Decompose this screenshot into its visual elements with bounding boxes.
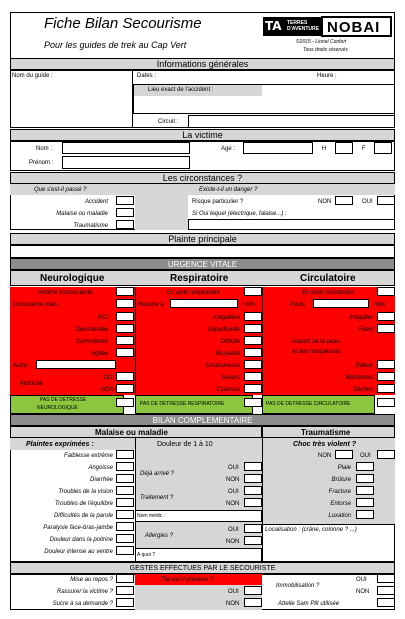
- choc-label: Choc très violent ?: [293, 441, 357, 448]
- a-quoi-label: A quoi ?: [137, 552, 156, 558]
- sucre-label: Sucre à sa demande ?: [52, 601, 113, 607]
- the-non-checkbox[interactable]: [244, 598, 262, 607]
- trauma-checkbox[interactable]: [116, 220, 134, 229]
- malaise-poitrine-checkbox[interactable]: [116, 534, 134, 543]
- malaise-item-poitrine: Douleur dans la poitrine: [49, 537, 113, 543]
- motricite-oui-checkbox[interactable]: [116, 372, 134, 381]
- immob-oui-label: OUI: [356, 577, 367, 583]
- circ-seches-checkbox[interactable]: [377, 384, 395, 393]
- circ-pouls-label: Pouls: [290, 302, 306, 308]
- neuro-motricite: Motricité: [20, 381, 43, 387]
- f-checkbox[interactable]: [374, 142, 392, 154]
- nom-medic-label: Nom médic :: [137, 513, 166, 519]
- circ-grey-spacer: [135, 195, 188, 230]
- circ-item-irregulier: Irrégulier: [349, 315, 373, 321]
- allergies-non-label: NON: [226, 539, 240, 545]
- gestes-section-title: GESTES EFFECTUES PAR LE SECOURISTE: [10, 562, 395, 574]
- heure-label: Heure :: [317, 73, 337, 79]
- circ-item-paleur: Pâleur: [355, 363, 373, 369]
- circ-arret: En arrêt circulatoire: [302, 290, 355, 296]
- resp-item-irreguliere: Irrégulière: [212, 315, 240, 321]
- nobai-logo: NOBAI: [321, 16, 392, 37]
- malaise-diarrhee-checkbox[interactable]: [116, 474, 134, 483]
- sucre-checkbox[interactable]: [116, 598, 134, 607]
- choc-non-checkbox[interactable]: [335, 450, 353, 459]
- f-label: F: [362, 146, 366, 152]
- plainte-section-title: Plainte principale: [10, 233, 395, 245]
- malaise-paralysie-checkbox[interactable]: [116, 522, 134, 531]
- choc-oui-checkbox[interactable]: [377, 450, 395, 459]
- neuro-item-desorientee: Désorientée: [75, 327, 108, 333]
- resp-respire-label: Respire à: [138, 302, 164, 308]
- rassurer-label: Rassurer la victime ?: [56, 589, 113, 595]
- circ-title: Circulatoire: [300, 273, 356, 284]
- neuro-item-agitee: Agitée: [90, 351, 108, 357]
- trauma-item-brulure: Brûlure: [331, 477, 351, 483]
- allergies-oui-checkbox[interactable]: [244, 524, 262, 533]
- malaise-item-angoisse: Angoisse: [88, 465, 113, 471]
- malaise-item-faiblesse: Faiblesse extrême: [63, 453, 113, 459]
- plainte-field[interactable]: [10, 245, 395, 258]
- neuro-consciente-checkbox[interactable]: [116, 299, 134, 308]
- circ-filant-checkbox[interactable]: [377, 324, 395, 333]
- neuro-autre-label: Autre :: [13, 363, 31, 369]
- resp-title: Respiratoire: [170, 273, 229, 284]
- malaise-vision-checkbox[interactable]: [116, 486, 134, 495]
- malaise-title: Malaise ou maladie: [95, 428, 168, 437]
- neuro-item-pci: PCI: [97, 315, 108, 321]
- malaise-checkbox[interactable]: [116, 208, 134, 217]
- neuro-autre-field[interactable]: [36, 360, 116, 369]
- circ-item-seches: Sèches: [352, 387, 373, 393]
- si-oui-label: Si Oui lequel (électrique, falaise...) :: [192, 211, 287, 217]
- allergies-non-checkbox[interactable]: [244, 536, 262, 545]
- neuro-pci-checkbox[interactable]: [116, 312, 134, 321]
- resp-arret: En arrêt respiratoire: [167, 290, 221, 296]
- neuro-ok-2: NEUROLOGIQUE: [37, 405, 78, 411]
- prenom-field[interactable]: [62, 156, 190, 169]
- trauma-title: Traumatisme: [301, 428, 351, 437]
- the-oui-checkbox[interactable]: [244, 586, 262, 595]
- resp-superficielle-checkbox[interactable]: [244, 324, 262, 333]
- malaise-label: Malaise ou maladie: [56, 211, 108, 217]
- neuro-ok-checkbox[interactable]: [116, 398, 134, 407]
- malaise-faiblesse-checkbox[interactable]: [116, 450, 134, 459]
- risque-non-checkbox[interactable]: [335, 196, 353, 205]
- trauma-item-plaie: Plaie: [337, 465, 351, 471]
- circ-section-title: Les circonstances ?: [10, 172, 395, 184]
- copyright: ©2015 - Lionel Confort: [296, 39, 347, 45]
- traitement-oui-label: OUI: [228, 489, 239, 495]
- risque-non-label: NON: [318, 199, 332, 205]
- risque-oui-label: OUI: [362, 199, 373, 205]
- resp-rate-field[interactable]: [170, 299, 238, 308]
- form-title: Fiche Bilan Secourisme: [44, 15, 202, 32]
- allergies-oui-label: OUI: [228, 527, 239, 533]
- rassurer-checkbox[interactable]: [116, 586, 134, 595]
- circ-pouls-field[interactable]: [313, 299, 369, 308]
- dates-label: Dates :: [137, 73, 157, 79]
- malaise-angoisse-checkbox[interactable]: [116, 462, 134, 471]
- info-section-title: Informations générales: [10, 58, 395, 70]
- resp-per-min: / min: [242, 302, 256, 308]
- circuit-label: Circuit :: [158, 119, 179, 125]
- si-oui-field[interactable]: [188, 219, 395, 230]
- urgence-section-title: URGENCE VITALE: [10, 258, 395, 270]
- trauma-brulure-checkbox[interactable]: [356, 474, 374, 483]
- allergies-label: Allergies ?: [145, 533, 174, 539]
- resp-cyanose-checkbox[interactable]: [244, 384, 262, 393]
- neuro-inconsciente: Victime inconsciente: [38, 290, 93, 296]
- immob-label: Immobilisation ?: [276, 583, 320, 589]
- circ-irregulier-checkbox[interactable]: [377, 312, 395, 321]
- terres-logo: TA TERRES D'AVENTURE: [263, 17, 321, 36]
- deja-oui-label: OUI: [228, 465, 239, 471]
- circ-aspect-1: Aspect de la peau: [292, 339, 341, 345]
- douleur-label: Douleur de 1 à 10: [157, 441, 213, 448]
- malaise-item-vision: Troubles de la vision: [58, 489, 113, 495]
- resp-ok-checkbox[interactable]: [244, 398, 262, 407]
- trauma-entorse-checkbox[interactable]: [356, 498, 374, 507]
- resp-item-douloureuse: Douloureuse: [205, 363, 240, 369]
- accident-label: Accident: [84, 199, 108, 205]
- lieu-field[interactable]: [133, 84, 395, 114]
- circ-per-min: /min: [374, 302, 386, 308]
- trauma-item-fracture: Fracture: [328, 489, 351, 495]
- trauma-luxation-checkbox[interactable]: [356, 510, 374, 519]
- choc-non-label: NON: [318, 453, 332, 459]
- trauma-plaie-checkbox[interactable]: [356, 462, 374, 471]
- neuro-desorientee-checkbox[interactable]: [116, 324, 134, 333]
- traitement-label: Traitement ?: [140, 495, 174, 501]
- resp-item-sueurs: Sueurs: [220, 375, 240, 381]
- malaise-equilibre-checkbox[interactable]: [116, 498, 134, 507]
- mise-repos-label: Mise au repos ?: [70, 577, 113, 583]
- risque-oui-checkbox[interactable]: [377, 196, 395, 205]
- resp-item-superficielle: Superficielle: [207, 327, 240, 333]
- deja-non-checkbox[interactable]: [244, 474, 262, 483]
- attelle-label: Attelle Sam Plit utilisée: [278, 601, 340, 607]
- q-danger: Existe-t-il un danger ?: [199, 187, 258, 193]
- motricite-oui-label: OUI: [103, 375, 114, 381]
- resp-ok-label: PAS DE DETRESSE RESPIRATOIRE: [140, 401, 225, 407]
- malaise-item-equilibre: Troubles de l'équilibre: [54, 501, 113, 507]
- form-subtitle: Pour les guides de trek au Cap Vert: [44, 40, 187, 50]
- trauma-item-luxation: Luxation: [328, 513, 351, 519]
- deja-oui-checkbox[interactable]: [244, 462, 262, 471]
- prenom-label: Prénom :: [29, 160, 54, 166]
- h-checkbox[interactable]: [335, 142, 353, 154]
- traitement-oui-checkbox[interactable]: [244, 486, 262, 495]
- malaise-item-ventre: Douleur intense au ventre: [44, 549, 113, 555]
- traitement-non-label: NON: [226, 501, 240, 507]
- deja-arrive-label: Déjà arrivé ?: [140, 471, 175, 477]
- resp-item-cyanose: Cyanose: [216, 387, 240, 393]
- resp-arret-checkbox[interactable]: [244, 287, 262, 296]
- guide-label: Nom du guide :: [12, 73, 53, 79]
- risque-label: Risque particulier ?: [192, 199, 244, 205]
- trauma-fracture-checkbox[interactable]: [356, 486, 374, 495]
- lieu-label: Lieu exact de l'accident :: [148, 87, 214, 93]
- age-label: Age :: [221, 146, 236, 152]
- the-panel: [135, 585, 262, 610]
- malaise-item-diarrhee: Diarrhée: [89, 477, 113, 483]
- circ-item-marbrures: Marbrures: [345, 375, 373, 381]
- resp-item-difficile: Difficile: [220, 339, 240, 345]
- circ-arret-checkbox[interactable]: [377, 287, 395, 296]
- neuro-consciente: Consciente mais :: [13, 302, 61, 308]
- malaise-parole-checkbox[interactable]: [116, 510, 134, 519]
- plaintes-label: Plaintes exprimées :: [26, 441, 94, 448]
- circ-ok-label: PAS DE DETRESSE CIRCULATOIRE: [266, 401, 351, 407]
- choc-oui-label: OUI: [360, 453, 371, 459]
- resp-bruyante-checkbox[interactable]: [244, 348, 262, 357]
- resp-item-bruyante: Bruyante: [215, 351, 240, 357]
- the-oui-label: OUI: [228, 589, 239, 595]
- nom-field[interactable]: [62, 142, 190, 154]
- nom-label: Nom :: [36, 146, 53, 152]
- trauma-label: Traumatisme: [73, 223, 108, 229]
- attelle-checkbox[interactable]: [377, 598, 395, 607]
- neuro-ok-1: PAS DE DETRESSE: [40, 397, 87, 403]
- accident-checkbox[interactable]: [116, 196, 134, 205]
- the-non-label: NON: [226, 601, 240, 607]
- neuro-title: Neurologique: [40, 273, 105, 284]
- victim-section-title: La victime: [10, 129, 395, 141]
- motricite-non-label: NON: [100, 387, 114, 393]
- q-what-happened: Que s'est-il passé ?: [34, 187, 87, 193]
- immob-non-checkbox[interactable]: [377, 586, 395, 595]
- rights-reserved: Tous droits réservés: [303, 47, 348, 53]
- h-label: H: [322, 146, 327, 152]
- neuro-agitee-checkbox[interactable]: [116, 348, 134, 357]
- immob-non-label: NON: [356, 589, 370, 595]
- resp-difficile-checkbox[interactable]: [244, 336, 262, 345]
- circ-item-filant: Filant: [358, 327, 373, 333]
- immob-oui-checkbox[interactable]: [377, 574, 395, 583]
- neuro-inconsciente-checkbox[interactable]: [116, 287, 134, 296]
- traitement-non-checkbox[interactable]: [244, 498, 262, 507]
- deja-non-label: NON: [226, 477, 240, 483]
- malaise-ventre-checkbox[interactable]: [116, 546, 134, 555]
- motricite-non-checkbox[interactable]: [116, 384, 134, 393]
- neuro-item-somnolente: Somnolente: [75, 339, 108, 345]
- circuit-field[interactable]: [188, 115, 395, 128]
- circ-marbrures-checkbox[interactable]: [377, 372, 395, 381]
- resp-douloureuse-checkbox[interactable]: [244, 360, 262, 369]
- the-label: Thé est-il prévenu ?: [160, 577, 214, 583]
- malaise-item-paralysie: Paralysie face-bras-jambe: [43, 525, 113, 531]
- circ-ok-checkbox[interactable]: [377, 398, 395, 407]
- trauma-item-entorse: Entorse: [330, 501, 351, 507]
- age-field[interactable]: [243, 142, 313, 154]
- bilan-section-title: BILAN COMPLEMENTAIRE: [10, 414, 395, 426]
- malaise-item-parole: Difficultés de la parole: [53, 513, 113, 519]
- mise-repos-checkbox[interactable]: [116, 574, 134, 583]
- localisation-label: Localisation : (crâne, colonne ? ...): [265, 527, 357, 533]
- circ-aspect-2: et des muqueuses: [292, 349, 342, 355]
- neuro-somnolente-checkbox[interactable]: [116, 336, 134, 345]
- resp-irreguliere-checkbox[interactable]: [244, 312, 262, 321]
- circ-paleur-checkbox[interactable]: [377, 360, 395, 369]
- resp-sueurs-checkbox[interactable]: [244, 372, 262, 381]
